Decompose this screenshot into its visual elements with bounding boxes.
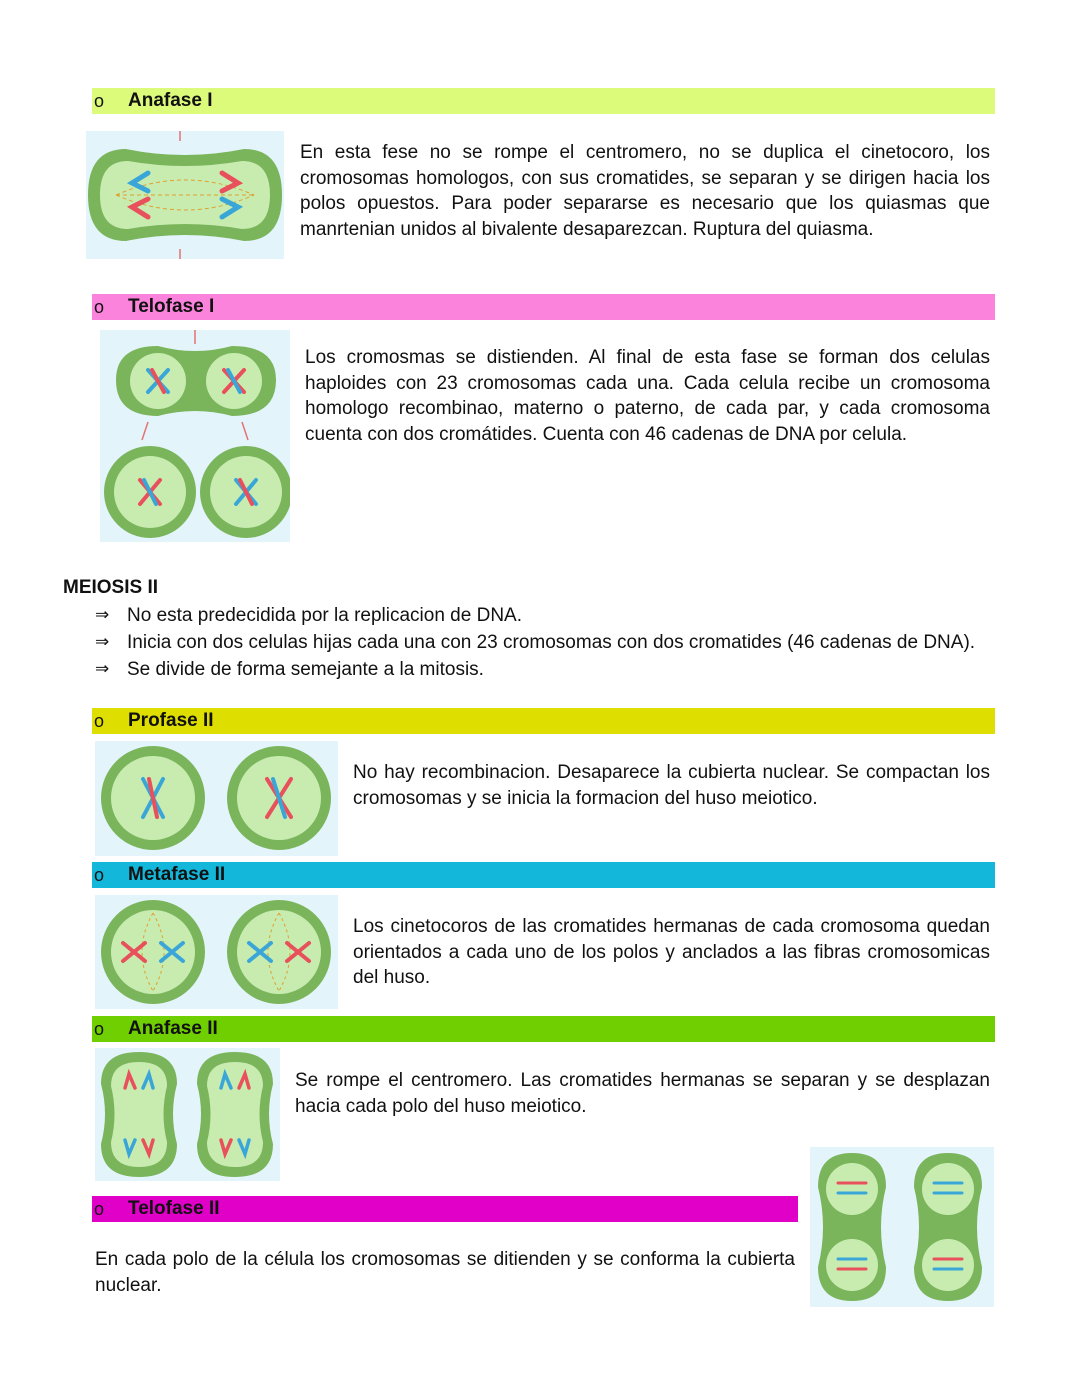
list-item: ⇒ Inicia con dos celulas hijas cada una con 23 cromosomas con dos cromatides (46 cadenas de DNA). [95,629,975,656]
metafase-2-description: Los cinetocoros de las cromatides hermanas de cada cromosoma quedan orientados a cada uno de los polos y anclados a las fibras cromosomicas del huso. [353,916,990,988]
telofase-1-figure [100,330,290,542]
circle-bullet-icon: o [94,864,105,885]
list-item: ⇒ No esta predecidida por la replicacion de DNA. [95,602,975,629]
circle-bullet-icon: o [94,710,105,731]
section-bar-anafase-1 [92,88,995,114]
metafase-2-figure [95,895,338,1009]
profase-2-figure [95,741,338,856]
telofase-2-figure [810,1147,994,1307]
anafase-1-figure [86,131,284,259]
right-double-arrow-icon: ⇒ [95,632,110,652]
telofase-1-description: Los cromosmas se distienden. Al final de esta fase se forman dos celulas haploides con 23 cromosomas cada una. Cada celula recibe un cromosoma homologo recombinao, materno o paterno, de cada par, y cada cromosoma cuenta con dos cromátides. Cuenta con 46 cadenas de DNA por celula. [305,347,990,445]
meiosis-2-heading: MEIOSIS II [63,577,159,598]
list-item: ⇒ Se divide de forma semejante a la mitosis. [95,656,975,683]
section-bar-telofase-2 [92,1196,798,1222]
anafase-1-description: En esta fese no se rompe el centromero, no se duplica el cinetocoro, los cromosomas homologos, con sus cromatides, se separan y se dirigen hacia los polos opuestos. Para poder separarse es necesario que los quiasmas que manrtenian unidos al bivalente desaparezcan. Ruptura del quiasma. [300,142,990,240]
circle-bullet-icon: o [94,296,105,317]
meiosis-2-list [95,602,975,683]
telofase-2-description: En cada polo de la célula los cromosomas se ditienden y se conforma la cubierta nuclear. [95,1249,795,1296]
right-double-arrow-icon: ⇒ [95,605,110,625]
right-double-arrow-icon: ⇒ [95,659,110,679]
anafase-2-figure [95,1048,280,1181]
circle-bullet-icon: o [94,90,105,111]
profase-2-description: No hay recombinacion. Desaparece la cubierta nuclear. Se compactan los cromosomas y se inicia la formacion del huso meiotico. [353,762,990,809]
section-title: Metafase II [128,864,226,885]
section-bar-profase-2 [92,708,995,734]
section-title: Anafase I [128,90,213,111]
section-title: Anafase II [128,1018,218,1039]
section-title: Profase II [128,710,214,731]
section-bar-telofase-1 [92,294,995,320]
circle-bullet-icon: o [94,1018,105,1039]
section-bar-metafase-2 [92,862,995,888]
section-title: Telofase I [128,296,215,317]
circle-bullet-icon: o [94,1198,105,1219]
anafase-2-description: Se rompe el centromero. Las cromatides hermanas se separan y se desplazan hacia cada polo del huso meiotico. [295,1070,990,1117]
section-bar-anafase-2 [92,1016,995,1042]
section-title: Telofase II [128,1198,220,1219]
